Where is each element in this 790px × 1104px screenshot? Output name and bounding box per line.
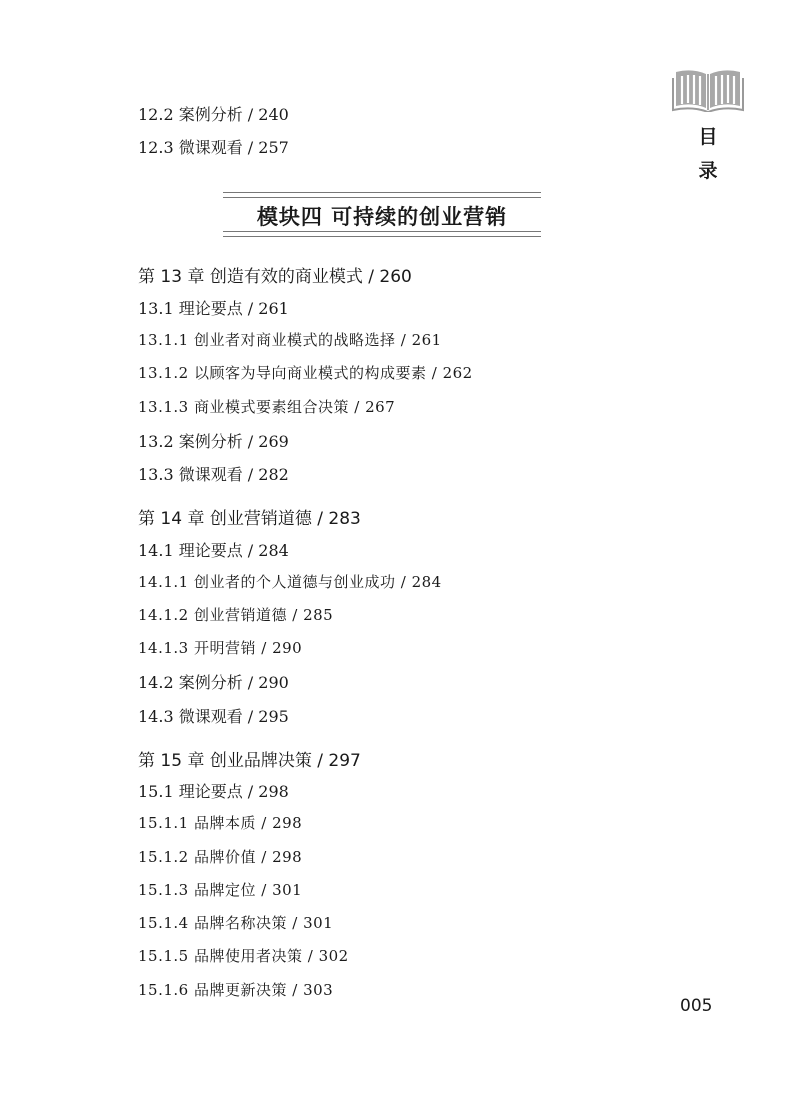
toc-entry[interactable]: 13.3 微课观看 / 282 [138,465,289,484]
toc-entry[interactable]: 13.1.2 以顾客为导向商业模式的构成要素 / 262 [138,364,473,382]
chapter-heading[interactable]: 第 15 章 创业品牌决策 / 297 [138,751,361,771]
toc-entry[interactable]: 13.1.3 商业模式要素组合决策 / 267 [138,398,396,416]
toc-entry[interactable]: 15.1.1 品牌本质 / 298 [138,814,303,832]
chapter-heading[interactable]: 第 14 章 创业营销道德 / 283 [138,509,361,529]
toc-entry[interactable]: 12.3 微课观看 / 257 [138,138,289,157]
toc-entry[interactable]: 14.3 微课观看 / 295 [138,707,289,726]
toc-entry[interactable]: 15.1.2 品牌价值 / 298 [138,848,303,866]
toc-entry[interactable]: 13.1.1 创业者对商业模式的战略选择 / 261 [138,331,442,349]
banner-bottom-rule [223,231,541,237]
toc-label-char-1: 目 [698,126,718,148]
toc-entry[interactable]: 12.2 案例分析 / 240 [138,105,289,124]
module-banner [223,192,541,237]
module-title: 模块四 可持续的创业营销 [256,205,508,229]
toc-entry[interactable]: 14.1.3 开明营销 / 290 [138,639,303,657]
toc-label-char-2: 录 [698,160,718,182]
toc-entry[interactable]: 15.1.6 品牌更新决策 / 303 [138,981,334,999]
toc-entry[interactable]: 15.1.4 品牌名称决策 / 301 [138,914,334,932]
toc-entry[interactable]: 14.2 案例分析 / 290 [138,673,289,692]
toc-entry[interactable]: 15.1.5 品牌使用者决策 / 302 [138,947,349,965]
toc-entry[interactable]: 14.1 理论要点 / 284 [138,541,289,560]
toc-entry[interactable]: 15.1 理论要点 / 298 [138,782,289,801]
toc-entry[interactable]: 13.1 理论要点 / 261 [138,299,289,318]
toc-entry[interactable]: 14.1.2 创业营销道德 / 285 [138,606,334,624]
chapter-heading[interactable]: 第 13 章 创造有效的商业模式 / 260 [138,267,412,287]
page-number: 005 [680,996,713,1016]
banner-top-rule [223,192,541,198]
toc-entry[interactable]: 14.1.1 创业者的个人道德与创业成功 / 284 [138,573,442,591]
open-book-icon [672,68,744,112]
toc-entry[interactable]: 13.2 案例分析 / 269 [138,432,289,451]
toc-entry[interactable]: 15.1.3 品牌定位 / 301 [138,881,303,899]
